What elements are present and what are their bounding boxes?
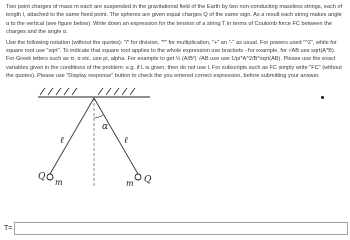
left-string <box>50 98 94 174</box>
right-charge-label: Q <box>144 175 152 185</box>
cursor-dot <box>321 96 324 99</box>
answer-input[interactable] <box>14 222 348 235</box>
left-sphere <box>47 174 53 180</box>
right-sphere <box>135 174 141 180</box>
problem-text <box>6 3 344 83</box>
ceiling-hatching <box>40 88 135 95</box>
left-charge-label: Q <box>38 172 46 182</box>
left-string-label: ℓ <box>60 136 64 146</box>
angle-arc <box>94 115 103 118</box>
alpha-label: α <box>102 122 109 132</box>
problem-statement: Two point charges of mass m each are suspended in the gravitational field of the Earth by two non-conducting massless strings, each of length l, attached to the same fixed point. The spheres are given equal charges Q of the same sign. As a result each string makes angle α to the vertical (see figure below). Write down an expression for the tension of a string T in terms of Coulomb force FC between the charges and the angle α. <box>6 4 343 36</box>
answer-row <box>0 222 350 238</box>
right-string-label: ℓ <box>124 136 128 146</box>
right-string <box>94 98 138 174</box>
right-mass-label: m <box>126 179 134 188</box>
notation-instructions: Use the following notation (without the quotes): "/" for division, "*" for multiplication, "+" an "-" as usual. For powers used "^2", while for square root use "sqrt". To indicate that square root applies to the whole expression use brackets - for example, for √AB use sqrt(A*B). For Greek letters such as π, α etc. use pi, alpha. For example to get ½ (A/B²) √AB use use 1/pi*A^2/B^sqrt(AB). Please use the exact variables given in the conditions of the problem: e.g. if L is given, then do not use l. For subscripts such as FC simply write "FC" (without the quotes). Please use "Display response" button to check the you entered correct expression, before submitting your answer. <box>6 39 342 80</box>
pendulum-figure <box>36 88 156 198</box>
left-mass-label: m <box>55 178 63 187</box>
answer-label: T= <box>4 225 13 232</box>
